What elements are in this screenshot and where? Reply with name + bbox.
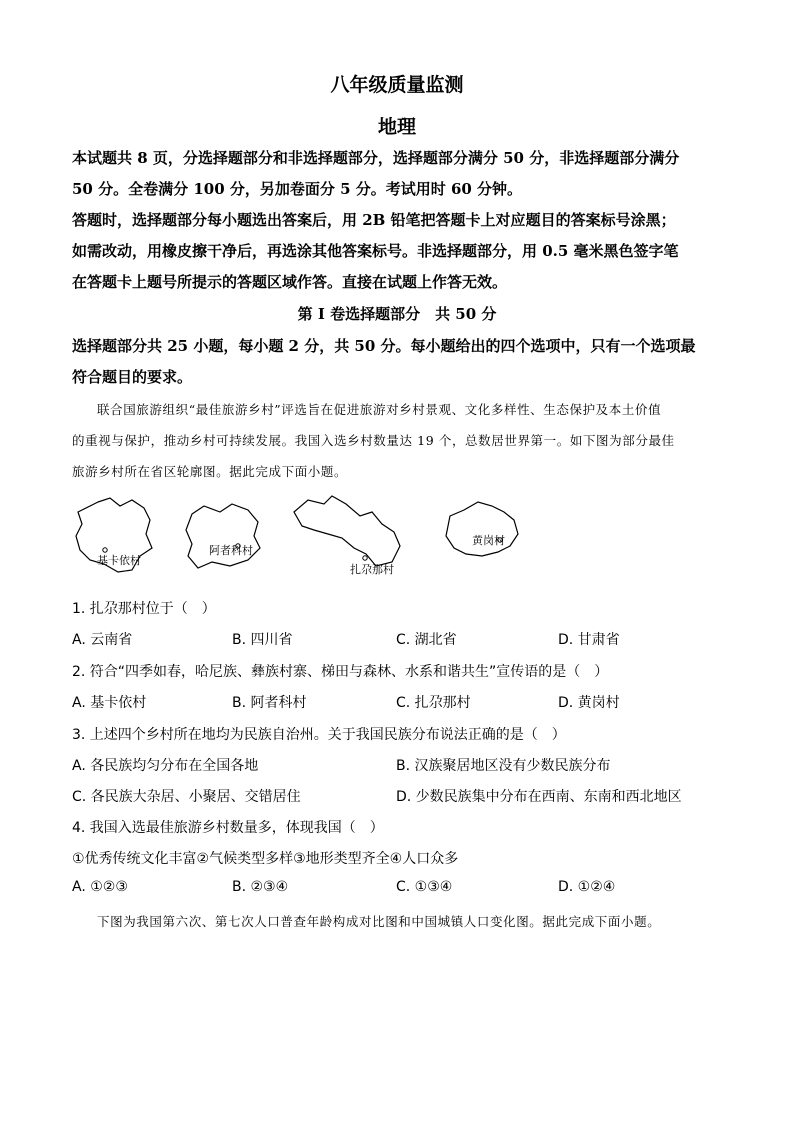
instructions-block (72, 143, 732, 298)
q3-option-d: D. 少数民族集中分布在西南、东南和西北地区 (396, 789, 682, 805)
section-description (72, 331, 732, 393)
instruction-line: 50 分。全卷满分 100 分，另加卷面分 5 分。考试用时 60 分钟。 (72, 180, 523, 198)
question-1-stem: 1. 扎尕那村位于（ ） (72, 601, 216, 617)
question-2-stem: 2. 符合“四季如春，哈尼族、彝族村寨、梯田与森林、水系和谐共生”宣传语的是（ ） (72, 664, 609, 680)
q1-option-b: B. 四川省 (232, 632, 293, 648)
q4-option-c: C. ①③④ (396, 879, 453, 895)
q1-option-c: C. 湖北省 (396, 632, 457, 648)
intro-line: 的重视与保护，推动乡村可持续发展。我国入选乡村数量达 19 个，总数居世界第一。如下图为部分最佳 (72, 433, 675, 448)
gansu-outline-map (294, 496, 400, 576)
section-desc-line: 符合题目的要求。 (72, 368, 193, 386)
q1-option-d: D. 甘肃省 (558, 632, 620, 648)
q4-option-b: B. ②③④ (232, 879, 289, 895)
intro-line: 联合国旅游组织“最佳旅游乡村”评选旨在促进旅游对乡村景观、文化多样性、生态保护及本土价值 (97, 402, 662, 417)
q2-option-b: B. 阿者科村 (232, 695, 307, 711)
q4-option-d: D. ①②④ (558, 879, 616, 895)
yunnan-outline-map (76, 498, 152, 572)
q2-option-a: A. 基卡依村 (72, 695, 147, 711)
q2-option-c: C. 扎尕那村 (396, 695, 471, 711)
instruction-line: 如需改动，用橡皮擦干净后，再选涂其他答案标号。非选择题部分，用 0.5 毫米黑色签字笔 (72, 242, 679, 260)
q3-option-b: B. 汉族聚居地区没有少数民族分布 (396, 758, 611, 774)
instruction-line: 本试题共 8 页，分选择题部分和非选择题部分，选择题部分满分 50 分，非选择题部分满分 (72, 149, 680, 167)
q2-option-d: D. 黄岗村 (558, 695, 620, 711)
guizhou-outline-map (446, 502, 518, 556)
map-label-jikayi: 基卡依村 (97, 554, 141, 567)
instruction-line: 答题时，选择题部分每小题选出答案后，用 2B 铅笔把答题卡上对应题目的答案标号涂黑； (72, 211, 676, 229)
question-4-statements: ①优秀传统文化丰富②气候类型多样③地形类型齐全④人口众多 (72, 851, 459, 867)
map-label-huanggang: 黄岗村 (472, 534, 505, 547)
instruction-line: 在答题卡上题号所提示的答题区域作答。直接在试题上作答无效。 (72, 273, 508, 291)
intro-paragraph (72, 394, 732, 487)
sichuan-outline-map (186, 504, 260, 568)
intro-line: 旅游乡村所在省区轮廓图。据此完成下面小题。 (72, 464, 348, 479)
intro-paragraph-2 (72, 906, 732, 937)
question-4-stem: 4. 我国入选最佳旅游乡村数量多，体现我国（ ） (72, 820, 384, 836)
section-heading: 第 I 卷选择题部分 共 50 分 (297, 305, 497, 323)
q3-option-a: A. 各民族均匀分布在全国各地 (72, 758, 259, 774)
q3-option-c: C. 各民族大杂居、小聚居、交错居住 (72, 789, 301, 805)
subject-title: 地理 (377, 116, 416, 138)
question-3-stem: 3. 上述四个乡村所在地均为民族自治州。关于我国民族分布说法正确的是（ ） (72, 727, 566, 743)
map-label-zhagana: 扎尕那村 (350, 563, 394, 576)
map-label-azheke: 阿者科村 (209, 544, 253, 557)
exam-title: 八年级质量监测 (330, 74, 464, 96)
intro2-line: 下图为我国第六次、第七次人口普查年龄构成对比图和中国城镇人口变化图。据此完成下面小题。 (97, 914, 661, 929)
q4-option-a: A. ①②③ (72, 879, 128, 895)
q1-option-a: A. 云南省 (72, 632, 133, 648)
province-outline-maps (70, 490, 550, 580)
section-desc-line: 选择题部分共 25 小题，每小题 2 分，共 50 分。每小题给出的四个选项中，只有一个选项最 (72, 337, 696, 355)
